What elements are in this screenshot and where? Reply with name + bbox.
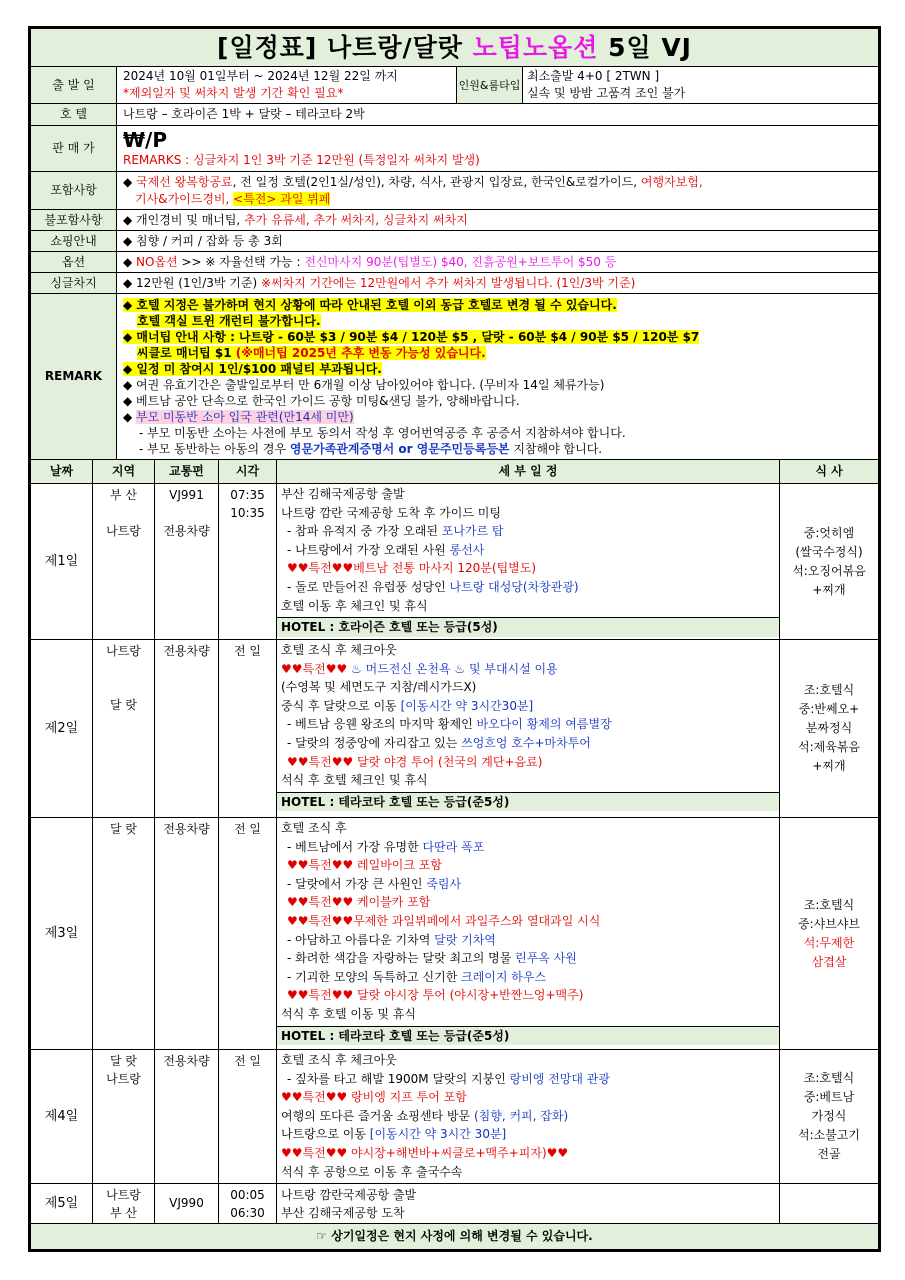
remark-penalty: ◆ 일정 미 참여시 1인/$100 패널티 부과됩니다. (123, 361, 382, 376)
day3-truclam: 죽림사 (426, 876, 462, 891)
day1-meal (780, 484, 879, 640)
page-title (31, 29, 879, 67)
day5-time (219, 1184, 277, 1224)
day3-night-market: 달랏 야시장 투어 (야시장+반짠느엉+맥주) (357, 988, 584, 1003)
include-label: 포함사항 (31, 172, 117, 210)
day3-region: 달 랏 (93, 818, 155, 1050)
day1-time (219, 484, 277, 640)
day4-region1: 달 랏 (110, 1054, 137, 1068)
day1-meal2: (쌀국수정식) (795, 544, 863, 559)
day2-region2: 달 랏 (110, 698, 137, 712)
remark-hotel-change: ◆ 호텔 지정은 불가하며 현지 상황에 따라 안내된 호텔 이외 동급 호텔로 변경 될 수 있습니다. (123, 297, 617, 312)
price-label: 판 매 가 (31, 126, 117, 172)
day2-region1: 나트랑 (106, 644, 141, 658)
day2-meal4: 석:제육볶음 (797, 740, 860, 754)
day1-meal1: 중:엇히엠 (803, 525, 855, 540)
day3-meal1: 조:호텔식 (803, 897, 855, 912)
shop-value: ◆ 침향 / 커피 / 잡화 등 총 3회 (117, 231, 879, 252)
day1-detail-7: 호텔 이동 후 체크인 및 휴식 (281, 598, 428, 613)
day1-transport (155, 484, 219, 640)
day3-row (31, 818, 879, 1050)
day4-detail-7: 석식 후 공항으로 이동 후 출국수속 (281, 1164, 463, 1179)
day3-special-4: ♥♥특전♥♥ (287, 988, 358, 1003)
remark-value (117, 294, 879, 460)
day1-time1: 07:35 (230, 488, 265, 502)
depart-label: 출 발 일 (31, 67, 117, 104)
day3-fruit-buffet: 무제한 과일뷔페에서 과일주스와 열대과일 시식 (353, 913, 601, 928)
day1-detail-4: - 나트랑에서 가장 오래된 사원 (287, 542, 450, 557)
day4-special-1: ♥♥특전♥♥ (281, 1090, 352, 1105)
option-bullet: ◆ (123, 254, 137, 269)
day3-transport: 전용차량 (155, 818, 219, 1050)
remark-minor-bullet: ◆ (123, 409, 137, 424)
day2-special-1: ♥♥특전♥♥ (281, 661, 352, 676)
exclude-value (117, 210, 879, 231)
remark-documents: 영문가족관계증명서 or 영문주민등록등본 (289, 441, 510, 456)
option-no-option: NO옵션 (136, 254, 178, 269)
day1-region1: 부 산 (110, 488, 137, 502)
include-bullet: ◆ (123, 174, 137, 189)
day2-meal2: 중:반쎄오+ (798, 702, 860, 716)
day4-meal (780, 1050, 879, 1184)
day5-detail (277, 1184, 780, 1224)
col-meal: 식 사 (780, 460, 879, 484)
day4-detail (277, 1050, 780, 1184)
day1-detail (277, 484, 780, 640)
depart-value (117, 67, 457, 104)
day2-label: 제2일 (31, 640, 93, 818)
day3-datanla: 다딴라 폭포 (422, 839, 485, 854)
col-transport: 교통편 (155, 460, 219, 484)
day2-meal1: 조:호텔식 (803, 683, 855, 697)
include-guide-fee: 기사&가이드경비, (135, 191, 234, 206)
day5-region1: 나트랑 (106, 1187, 141, 1202)
day2-row (31, 640, 879, 818)
day1-meal4: +찌개 (812, 582, 846, 597)
day1-special: ♥♥특전♥♥ (287, 561, 354, 576)
day1-label: 제1일 (31, 484, 93, 640)
day3-crazy-house: 크레이지 하우스 (461, 969, 547, 984)
day3-special-3: ♥♥특전♥♥ (287, 913, 354, 928)
day2-detail-3: (수영복 및 세면도구 지참/레시가드X) (281, 680, 477, 695)
day5-transport: VJ990 (155, 1184, 219, 1224)
include-fruit-buffet: <특전> 과일 뷔페 (233, 191, 331, 206)
day4-region (93, 1050, 155, 1184)
remark-twin: 호텔 객실 트윈 개런티 불가합니다. (137, 313, 321, 328)
day3-detail-4: - 달랏에서 가장 큰 사원인 (287, 876, 427, 891)
include-value (117, 172, 879, 210)
option-label: 옵션 (31, 252, 117, 273)
day1-ponagar: 포나가르 탑 (441, 524, 504, 539)
day3-station: 달랏 기차역 (434, 932, 496, 947)
room-value (523, 67, 879, 104)
day2-mud-bath: ♨ 머드전신 온천욕 ♨ 및 부대시설 이용 (351, 661, 558, 676)
option-items: 전신마사지 90분(팁별도) $40, 진흙공원+보트투어 $50 등 (304, 254, 617, 269)
remark-accompanied: - 부모 동반하는 아동의 경우 (139, 441, 290, 456)
day4-label: 제4일 (31, 1050, 93, 1184)
day5-region (93, 1184, 155, 1224)
day3-time: 전 일 (219, 818, 277, 1050)
day1-region2: 나트랑 (106, 524, 141, 538)
day5-region2: 부 산 (110, 1205, 137, 1220)
day3-meal3: 석:무제한 (803, 935, 855, 950)
title-prefix: [일정표] 나트랑/달랏 (217, 33, 473, 62)
day1-detail-2: 나트랑 깜란 국제공항 도착 후 가이드 미팅 (281, 505, 501, 520)
day4-row (31, 1050, 879, 1184)
day1-cathedral: 나트랑 대성당(차창관광) (449, 579, 579, 594)
day4-detail-2: - 짚차를 타고 해발 1900M 달랏의 지붕인 (287, 1071, 510, 1086)
depart-line1: 2024년 10월 01일부터 ~ 2024년 12월 22일 까지 (123, 69, 398, 83)
day5-meal (780, 1184, 879, 1224)
day4-meal3: 가정식 (811, 1109, 847, 1123)
room-label: 인원&룸타입 (457, 67, 523, 104)
day1-meal3: 석:오징어볶음 (792, 563, 866, 578)
remark-label: REMARK (31, 294, 117, 460)
include-airfare: 국제선 왕복항공료 (136, 174, 233, 189)
day3-detail-7: - 아담하고 아름다운 기차역 (287, 932, 435, 947)
day2-meal5: +찌개 (812, 759, 846, 773)
day4-meal4: 석:소불고기 (797, 1128, 860, 1142)
remark-tip-change: (※매너팁 2025년 추후 변동 가능성 있습니다. (235, 345, 486, 360)
day3-meal4: 삼겹살 (811, 954, 847, 969)
col-region: 지역 (93, 460, 155, 484)
day1-massage: 베트남 전통 마사지 120분(팁별도) (353, 561, 537, 576)
day4-detail-1: 호텔 조식 후 체크아웃 (281, 1053, 397, 1067)
day2-meal3: 분짜정식 (805, 721, 853, 735)
hotel-label: 호 텔 (31, 104, 117, 126)
day4-detail-4: 여행의 또다른 즐거움 쇼핑센타 방문 (281, 1108, 474, 1123)
day3-hotel: HOTEL : 테라코타 호텔 또는 등급(준5성) (277, 1026, 780, 1046)
day1-hotel: HOTEL : 호라이즌 호텔 또는 등급(5성) (277, 617, 780, 637)
day5-row (31, 1184, 879, 1224)
day2-detail-4: 중식 후 달랏으로 이동 (281, 698, 401, 713)
include-insurance: 여행자보험, (640, 174, 703, 189)
day2-detail-6: - 달랏의 정중앙에 자리잡고 있는 (287, 735, 462, 750)
day1-row (31, 484, 879, 640)
shop-label: 쇼핑안내 (31, 231, 117, 252)
day3-detail-1: 호텔 조식 후 (281, 821, 347, 835)
hotel-value: 나트랑 – 호라이즌 1박 + 달랏 – 테라코타 2박 (117, 104, 879, 126)
day2-travel-time: [이동시간 약 3시간30분] (400, 698, 534, 713)
remark-cyclo-tip: 씨클로 매너팁 $1 (137, 345, 236, 360)
exclude-surcharge: 추가 유류세, 추가 써차지, 싱글차지 써차지 (244, 212, 468, 227)
day2-detail (277, 640, 780, 818)
day3-railbike: 레일바이크 포함 (357, 858, 442, 873)
day3-detail (277, 818, 780, 1050)
room-line2: 실속 및 방밤 고품격 조인 불가 (527, 86, 686, 100)
remark-minor: 부모 미동반 소아 입국 관련(만14세 미만) (136, 409, 354, 424)
day3-linhphuoc: 린푸옥 사원 (515, 951, 577, 966)
day1-longson: 롱선사 (449, 542, 485, 557)
day1-detail-1: 부산 김해국제공항 출발 (281, 487, 405, 501)
info-table (30, 28, 879, 460)
day2-detail-1: 호텔 조식 후 체크아웃 (281, 643, 397, 657)
day5-label: 제5일 (31, 1184, 93, 1224)
exclude-label: 불포함사항 (31, 210, 117, 231)
remark-minor-consent: - 부모 미동반 소아는 사전에 부모 동의서 작성 후 영어번역공증 후 공증서 지참하셔야 합니다. (139, 425, 626, 440)
footer-note: ☞ 상기일정은 현지 사정에 의해 변경될 수 있습니다. (31, 1224, 879, 1250)
single-price: ◆ 12만원 (1인/3박 기준) (123, 275, 261, 290)
day3-detail-2: - 베트남에서 가장 유명한 (287, 839, 423, 854)
day4-meal1: 조:호텔식 (803, 1071, 855, 1085)
day2-special-2: ♥♥특전♥♥ (287, 754, 358, 769)
day3-cablecar: 케이블카 포함 (357, 895, 431, 910)
day2-time: 전 일 (219, 640, 277, 818)
day1-time2: 10:35 (230, 506, 265, 520)
day3-detail-11: 석식 후 호텔 이동 및 휴식 (281, 1006, 416, 1021)
day3-detail-8: - 화려한 색감을 자랑하는 달랏 최고의 명물 (287, 951, 516, 966)
day4-jeep-tour: 랑비엥 지프 투어 포함 (351, 1090, 467, 1105)
title-suffix: 5일 VJ (598, 33, 692, 62)
option-value (117, 252, 879, 273)
schedule-table (30, 459, 879, 1250)
day4-meal5: 전골 (817, 1147, 841, 1161)
day4-region2: 나트랑 (106, 1072, 141, 1086)
price-cell (117, 126, 879, 172)
col-date: 날짜 (31, 460, 93, 484)
day2-region (93, 640, 155, 818)
day4-meal2: 중:베트남 (803, 1090, 855, 1104)
remark-tip-guide: ◆ 매너팁 안내 사항 : 나트랑 - 60분 $3 / 90분 $4 / 120분 $5 , 달랏 - 60분 $4 / 90분 $5 / 120분 $7 (123, 329, 700, 344)
day4-transport: 전용차량 (155, 1050, 219, 1184)
day4-detail-5: 나트랑으로 이동 (281, 1127, 370, 1142)
day5-time2: 06:30 (230, 1205, 265, 1220)
day3-special-1: ♥♥특전♥♥ (287, 858, 358, 873)
single-value (117, 273, 879, 294)
itinerary-sheet (28, 26, 881, 1252)
day1-trans1: VJ991 (169, 488, 204, 502)
day5-detail-2: 부산 김해국제공항 도착 (281, 1205, 405, 1220)
remark-police: ◆ 베트남 공안 단속으로 한국인 가이드 공항 미팅&샌딩 불가, 양해바랍니다. (123, 393, 520, 408)
single-surcharge-note: ※써차지 기간에는 12만원에서 추가 써차지 발생됩니다. (1인/3박 기준) (260, 275, 636, 290)
day3-special-2: ♥♥특전♥♥ (287, 895, 358, 910)
day2-lake: 쓰엉흐엉 호수+마차투어 (461, 735, 591, 750)
day3-meal (780, 818, 879, 1050)
exclude-main: ◆ 개인경비 및 매너팁, (123, 212, 245, 227)
day4-special-2: ♥♥특전♥♥ (281, 1145, 352, 1160)
day3-label: 제3일 (31, 818, 93, 1050)
day2-transport: 전용차량 (155, 640, 219, 818)
day4-time: 전 일 (219, 1050, 277, 1184)
day2-night-tour: 달랏 야경 투어 (천국의 계단+음료) (357, 754, 543, 769)
single-label: 싱글차지 (31, 273, 117, 294)
day5-time1: 00:05 (230, 1187, 265, 1202)
price-value: ₩/P (123, 128, 168, 152)
price-remark: REMARKS : 싱글차지 1인 3박 기준 12만원 (특정일자 써차지 발생) (123, 153, 480, 167)
day4-travel-time: [이동시간 약 3시간 30분] (369, 1127, 507, 1142)
day2-meal (780, 640, 879, 818)
day3-meal2: 중:샤브샤브 (797, 916, 860, 931)
day4-shopping: (침향, 커피, 잡화) (473, 1108, 569, 1123)
include-main: , 전 일정 호텔(2인1실/성인), 차량, 식사, 관광지 입장료, 한국인&로컬가이드, (232, 174, 641, 189)
day5-detail-1: 나트랑 깜란국제공항 출발 (281, 1187, 417, 1202)
day1-trans2: 전용차량 (163, 524, 210, 538)
day2-detail-5: - 베트남 응웬 왕조의 마지막 황제인 (287, 717, 477, 732)
day3-detail-9: - 기괴한 모양의 독특하고 신기한 (287, 969, 462, 984)
day1-detail-6: - 돌로 만들어진 유럽풍 성당인 (287, 579, 450, 594)
day1-region (93, 484, 155, 640)
day2-detail-8: 석식 후 호텔 체크인 및 휴식 (281, 773, 428, 788)
day1-detail-3: - 참파 유적지 중 가장 오래된 (287, 524, 442, 539)
col-time: 시각 (219, 460, 277, 484)
option-free-choice: >> ※ 자율선택 가능 : (177, 254, 305, 269)
remark-passport: ◆ 여권 유효기간은 출발일로부터 만 6개월 이상 남아있어야 합니다. (무비자 14일 체류가능) (123, 377, 605, 392)
depart-line2: *제외일자 및 써차지 발생 기간 확인 필요* (123, 86, 344, 100)
day2-hotel: HOTEL : 테라코타 호텔 또는 등급(준5성) (277, 792, 780, 812)
day4-langbiang: 랑비엥 전망대 관광 (509, 1071, 610, 1086)
day4-night-market: 야시장+해변바+씨클로+맥주+피자)♥♥ (351, 1145, 569, 1160)
title-highlight: 노팁노옵션 (472, 33, 599, 62)
remark-accompanied-end: 지참해야 합니다. (509, 441, 603, 456)
col-detail: 세 부 일 정 (277, 460, 780, 484)
room-line1: 최소출발 4+0 [ 2TWN ] (527, 69, 660, 83)
day2-summer-palace: 바오다이 황제의 여름별장 (476, 717, 612, 732)
